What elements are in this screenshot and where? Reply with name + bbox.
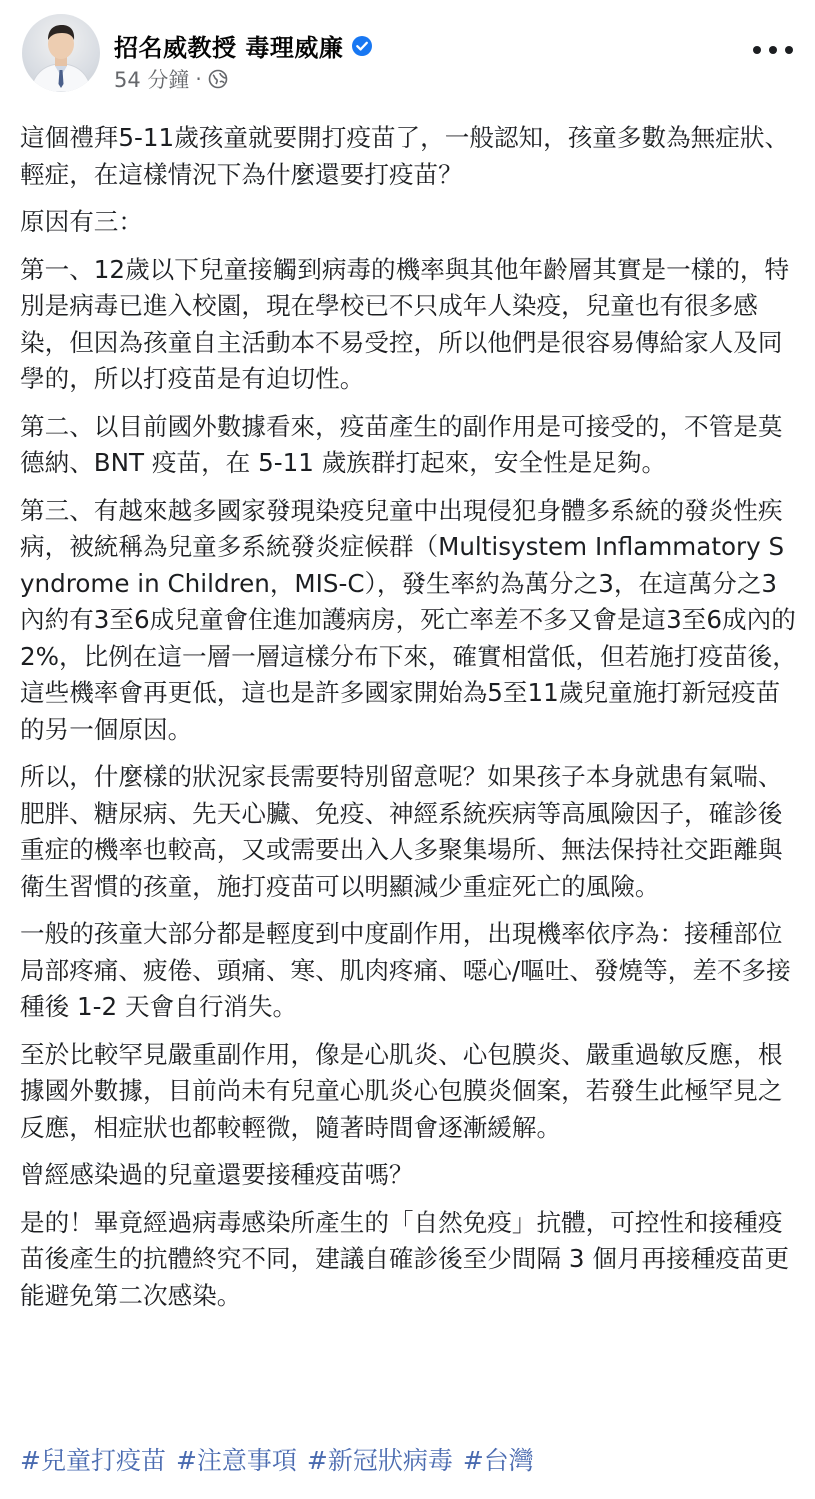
hashtag-link[interactable]: #台灣 xyxy=(462,1446,534,1475)
post-paragraph: 第三、有越來越多國家發現染疫兒童中出現侵犯身體多系統的發炎性疾病，被統稱為兒童多系統發炎症候群（Multisystem Inflammatory Syndrome in Children，MIS-C），發生率約為萬分之3，在這萬分之3內約有3至6成兒童會住進加護病房，死亡率差不多又會是這3至6成內的2%，比例在這一層一層這樣分布下來，確實相當低，但若施打疫苗後，這些機率會再更低，這也是許多國家開始為5至11歲兒童施打新冠疫苗的另一個原因。 xyxy=(20,495,797,744)
post-meta xyxy=(114,64,228,94)
post-paragraph: 第二、以目前國外數據看來，疫苗產生的副作用是可接受的，不管是莫德納、BNT 疫苗，在 5-11 歲族群打起來，安全性是足夠。 xyxy=(20,411,783,477)
more-options-icon[interactable] xyxy=(753,38,793,62)
author-avatar[interactable] xyxy=(22,14,100,92)
globe-icon[interactable] xyxy=(208,69,228,89)
hashtag-list xyxy=(20,1443,534,1479)
meta-separator: · xyxy=(195,67,202,91)
hashtag-link[interactable]: #兒童打疫苗 xyxy=(20,1446,166,1475)
verified-badge-icon xyxy=(351,35,373,57)
more-dot xyxy=(769,46,777,54)
post-header xyxy=(0,0,815,110)
post-paragraph: 原因有三： xyxy=(20,207,143,236)
post-paragraph: 是的！畢竟經過病毒感染所產生的「自然免疫」抗體，可控性和接種疫苗後產生的抗體終究不同，建議自確診後至少間隔 3 個月再接種疫苗更能避免第二次感染。 xyxy=(20,1207,790,1310)
post-paragraph: 第一、12歲以下兒童接觸到病毒的機率與其他年齡層其實是一樣的，特別是病毒已進入校園，現在學校已不只成年人染疫，兒童也有很多感染，但因為孩童自主活動本不易受控，所以他們是很容易傳給家人及同學的，所以打疫苗是有迫切性。 xyxy=(20,254,790,393)
more-dot xyxy=(785,46,793,54)
more-dot xyxy=(753,46,761,54)
author-name[interactable]: 招名威教授 毒理威廉 xyxy=(114,34,344,62)
post-paragraph: 至於比較罕見嚴重副作用，像是心肌炎、心包膜炎、嚴重過敏反應，根據國外數據，目前尚未有兒童心肌炎心包膜炎個案，若發生此極罕見之反應，相症狀也都較輕微，隨著時間會逐漸緩解。 xyxy=(20,1039,783,1142)
post-body xyxy=(20,120,798,1325)
post-paragraph: 這個禮拜5-11歲孩童就要開打疫苗了，一般認知，孩童多數為無症狀、輕症，在這樣情況下為什麼還要打疫苗？ xyxy=(20,123,790,189)
post-paragraph: 所以，什麼樣的狀況家長需要特別留意呢？如果孩子本身就患有氣喘、肥胖、糖尿病、先天心臟、免疫、神經系統疾病等高風險因子，確診後重症的機率也較高，又或需要出入人多聚集場所、無法保持社交距離與衛生習慣的孩童，施打疫苗可以明顯減少重症死亡的風險。 xyxy=(20,762,783,901)
hashtag-link[interactable]: #新冠狀病毒 xyxy=(306,1446,453,1475)
post-paragraph: 曾經感染過的兒童還要接種疫苗嗎？ xyxy=(20,1160,414,1189)
post-paragraph: 一般的孩童大部分都是輕度到中度副作用，出現機率依序為：接種部位局部疼痛、疲倦、頭痛、寒、肌肉疼痛、噁心/嘔吐、發燒等，差不多接種後 1-2 天會自行消失。 xyxy=(20,919,791,1021)
author-name-row xyxy=(114,28,373,63)
hashtag-link[interactable]: #注意事項 xyxy=(175,1446,297,1475)
post-timestamp[interactable]: 54 分鐘 xyxy=(114,68,190,92)
